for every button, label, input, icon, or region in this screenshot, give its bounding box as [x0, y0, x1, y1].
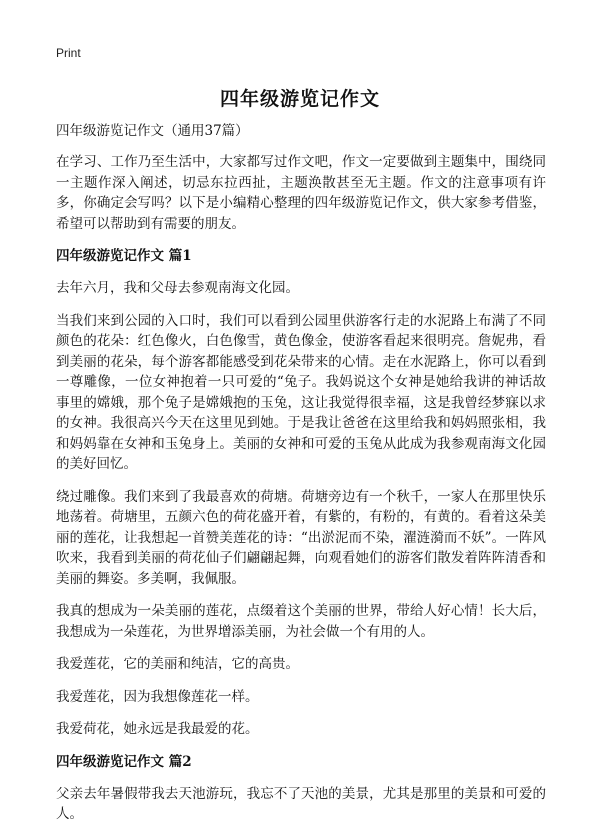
paragraph: 我爱荷花，她永远是我最爱的花。 — [56, 721, 259, 737]
paragraph: 父亲去年暑假带我去天池游玩，我忘不了天池的美景，尤其是那里的美景和可爱的人。 — [56, 785, 546, 822]
paragraph: 去年六月，我和父母去参观南海文化园。 — [56, 280, 299, 296]
document-subtitle: 四年级游览记作文（通用37篇） — [56, 123, 249, 139]
paragraph: 绕过雕像。我们来到了我最喜欢的荷塘。荷塘旁边有一个秋千，一家人在那里快乐地荡着。荷塘里，五颜六色的荷花盛开着，有紫的，有粉的，有黄的。看着这朵美丽的莲花，让我想起一首赞美莲花的诗：“出淤泥而不染，濯涟漪而不妖”。一阵风吹来，我看到美丽的荷花仙子们翩翩起舞，向观看她们的游客们散发着阵阵清香和美丽的舞姿。多美啊，我佩服。 — [56, 488, 546, 587]
paragraph: 我爱莲花，它的美丽和纯洁，它的高贵。 — [56, 656, 299, 672]
document-title: 四年级游览记作文 — [219, 88, 380, 110]
intro-paragraph: 在学习、工作乃至生活中，大家都写过作文吧，作文一定要做到主题集中，围绕同一主题作深入阐述，切忌东拉西扯，主题涣散甚至无主题。作文的注意事项有许多，你确定会写吗？以下是小编精心整理的四年级游览记作文，供大家参考借鉴，希望可以帮助到有需要的朋友。 — [56, 154, 546, 232]
paragraph: 我真的想成为一朵美丽的莲花，点缀着这个美丽的世界，带给人好心情！长大后，我想成为一朵莲花，为世界增添美丽，为社会做一个有用的人。 — [56, 603, 546, 640]
paragraph: 我爱莲花，因为我想像莲花一样。 — [56, 688, 259, 705]
section-heading: 四年级游览记作文 篇1 — [56, 248, 192, 264]
print-label: Print — [56, 46, 81, 60]
document-body — [56, 121, 546, 837]
section-heading: 四年级游览记作文 篇2 — [56, 753, 192, 770]
paragraph: 当我们来到公园的入口时，我们可以看到公园里供游客行走的水泥路上布满了不同颜色的花朵：红色像火，白色像雪，黄色像金，使游客看起来很明亮。詹妮弗，看到美丽的花朵，每个游客都能感受到花朵带来的心情。走在水泥路上，你可以看到一尊雕像，一位女神抱着一只可爱的“兔子。我妈说这个女神是她给我讲的神话故事里的嫦娥，那个兔子是嫦娥抱的玉兔，这让我觉得很幸福，这是我曾经梦寐以求的女神。我很高兴今天在这里见到她。于是我让爸爸在这里给我和妈妈照张相，我和妈妈靠在女神和玉兔身上。美丽的女神和可爱的玉兔从此成为我参观南海文化园的美好回忆。 — [56, 312, 546, 472]
